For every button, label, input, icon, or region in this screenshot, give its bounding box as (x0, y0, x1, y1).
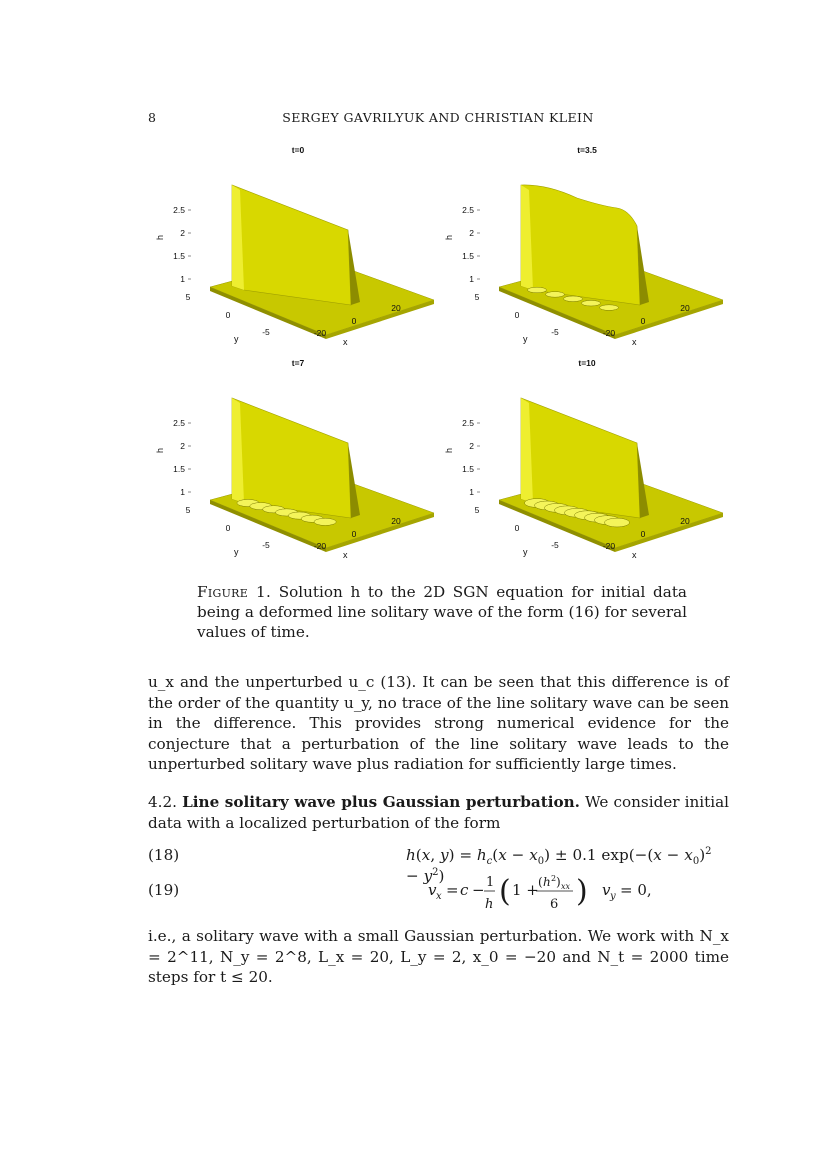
y-axis-label: y (523, 334, 528, 344)
y-tick-label: 5 (185, 292, 191, 302)
section-number: 4.2. (148, 793, 177, 811)
svg-text:y: y (610, 891, 616, 902)
equation-body (428, 873, 718, 917)
figure-panel-t3-5 (437, 140, 727, 355)
z-tick-label: 1 (469, 487, 474, 497)
x-axis-label: x (632, 550, 637, 560)
svg-text:c: c (460, 881, 469, 899)
y-tick-label: 0 (514, 523, 520, 533)
surface-plot (437, 140, 727, 355)
z-tick-label: 2.5 (173, 418, 185, 428)
x-tick-label: -20 (313, 541, 327, 551)
figure-panel-t10 (437, 353, 727, 568)
svg-text:x: x (436, 891, 442, 902)
y-tick-label: -5 (551, 540, 559, 550)
svg-text:1 +: 1 + (512, 881, 539, 899)
z-axis-label: h (155, 234, 165, 240)
equation-19 (148, 873, 729, 917)
equation-body: h(x, $y) = h_c(x - x_0) \pm 0.1$ $\exp(-(x - x_0)^2 - y^2)$ (406, 846, 712, 886)
z-tick-label: 2 (180, 441, 185, 451)
equation-number: (18) (148, 846, 180, 864)
y-tick-label: 5 (185, 505, 191, 515)
x-tick-label: 20 (391, 303, 401, 313)
equation-number: (19) (148, 881, 180, 899)
z-tick-label: 1.5 (173, 464, 185, 474)
solitary-wave-ridge (232, 185, 351, 305)
section-title: Line solitary wave plus Gaussian perturbation. (182, 793, 580, 811)
svg-text:1: 1 (486, 875, 495, 890)
y-tick-label: 0 (225, 310, 231, 320)
svg-text:h: h (485, 897, 494, 912)
y-tick-label: 0 (514, 310, 520, 320)
radiation-ripple (546, 292, 565, 298)
body-paragraph-2 (148, 926, 729, 988)
running-title-authors: SERGEY GAVRILYUK AND CHRISTIAN KLEIN (282, 110, 594, 125)
x-axis-label: x (632, 337, 637, 347)
svg-text:(: ( (538, 875, 543, 889)
y-tick-label: 5 (474, 505, 480, 515)
y-tick-label: -5 (262, 540, 270, 550)
radiation-ripple (582, 300, 601, 306)
x-axis-label: x (343, 337, 348, 347)
svg-text:xx: xx (561, 882, 571, 891)
x-tick-label: 20 (391, 516, 401, 526)
y-axis-label: y (234, 547, 239, 557)
x-axis-label: x (343, 550, 348, 560)
panel-title: t=10 (578, 358, 596, 368)
radiation-ripple (314, 518, 336, 525)
surface-plot (148, 140, 438, 355)
z-axis-label: h (444, 234, 454, 240)
y-tick-label: -5 (262, 327, 270, 337)
svg-text:v: v (602, 881, 611, 899)
z-tick-label: 2.5 (462, 418, 474, 428)
y-axis-label: y (234, 334, 239, 344)
z-tick-label: 1 (180, 487, 185, 497)
x-tick-label: 0 (640, 316, 646, 326)
z-tick-label: 2.5 (173, 205, 185, 215)
x-tick-label: -20 (602, 541, 616, 551)
x-tick-label: 0 (351, 316, 357, 326)
paragraph-text: u_x and the unperturbed u_c (13). It can be seen that this difference is of the order of the quantity u_y, no trace of the line solitary wave can be seen in the difference. This provides strong numerical evidence for the conjecture that a perturbation of the line solitary wave leads to the unperturbed solitary wave plus radiation for sufficiently large times. (148, 673, 729, 773)
body-paragraph-1 (148, 672, 729, 775)
figure-panel-t7 (148, 353, 438, 568)
x-tick-label: -20 (602, 328, 616, 338)
z-tick-label: 2 (469, 441, 474, 451)
svg-text:h: h (543, 875, 551, 889)
svg-text:=: = (446, 881, 459, 899)
z-axis-label: h (444, 447, 454, 453)
svg-text:v: v (428, 881, 437, 899)
z-tick-label: 2.5 (462, 205, 474, 215)
x-tick-label: 0 (351, 529, 357, 539)
radiation-ripple (564, 296, 583, 302)
caption-label: Figure 1. (197, 583, 272, 601)
svg-text:= 0,: = 0, (620, 881, 652, 899)
z-tick-label: 1.5 (462, 464, 474, 474)
y-axis-label: y (523, 547, 528, 557)
x-tick-label: -20 (313, 328, 327, 338)
svg-text:−: − (472, 881, 485, 899)
x-tick-label: 20 (680, 516, 690, 526)
z-axis-label: h (155, 447, 165, 453)
surface-plot (437, 353, 727, 568)
paragraph-text: i.e., a solitary wave with a small Gaussian perturbation. We work with N_x = 2^11, N_y = 2^8, L_x = 20, L_y = 2, x_0 = −20 and N_t = 2000 time steps for t ≤ 20. (148, 927, 729, 986)
radiation-ripple (528, 287, 547, 293)
z-tick-label: 1 (469, 274, 474, 284)
caption-text: Solution h to the 2D SGN equation for initial data being a deformed line solitary wave of the form (16) for several values of time. (197, 583, 687, 641)
equation-18 (148, 846, 729, 886)
z-tick-label: 1 (180, 274, 185, 284)
radiation-ripple (605, 518, 630, 527)
svg-text:2: 2 (551, 874, 557, 883)
z-tick-label: 2 (180, 228, 185, 238)
x-tick-label: 0 (640, 529, 646, 539)
section-intro: We consider initial data with a localized perturbation of the form (148, 793, 729, 832)
y-tick-label: 5 (474, 292, 480, 302)
z-tick-label: 1.5 (173, 251, 185, 261)
section-4-2 (148, 792, 729, 833)
svg-text:6: 6 (550, 897, 559, 912)
surface-plot (148, 353, 438, 568)
page-number: 8 (148, 110, 157, 125)
figure-panel-t0 (148, 140, 438, 355)
svg-text:): ) (576, 874, 588, 909)
z-tick-label: 1.5 (462, 251, 474, 261)
panel-title: t=0 (291, 145, 305, 155)
z-tick-label: 2 (469, 228, 474, 238)
radiation-ripple (600, 305, 619, 311)
y-tick-label: 0 (225, 523, 231, 533)
panel-title: t=3.5 (577, 145, 597, 155)
panel-title: t=7 (291, 358, 305, 368)
y-tick-label: -5 (551, 327, 559, 337)
x-tick-label: 20 (680, 303, 690, 313)
running-head (148, 110, 728, 126)
svg-text:): ) (556, 875, 561, 889)
figure-caption (197, 582, 687, 642)
svg-text:(: ( (499, 874, 511, 909)
